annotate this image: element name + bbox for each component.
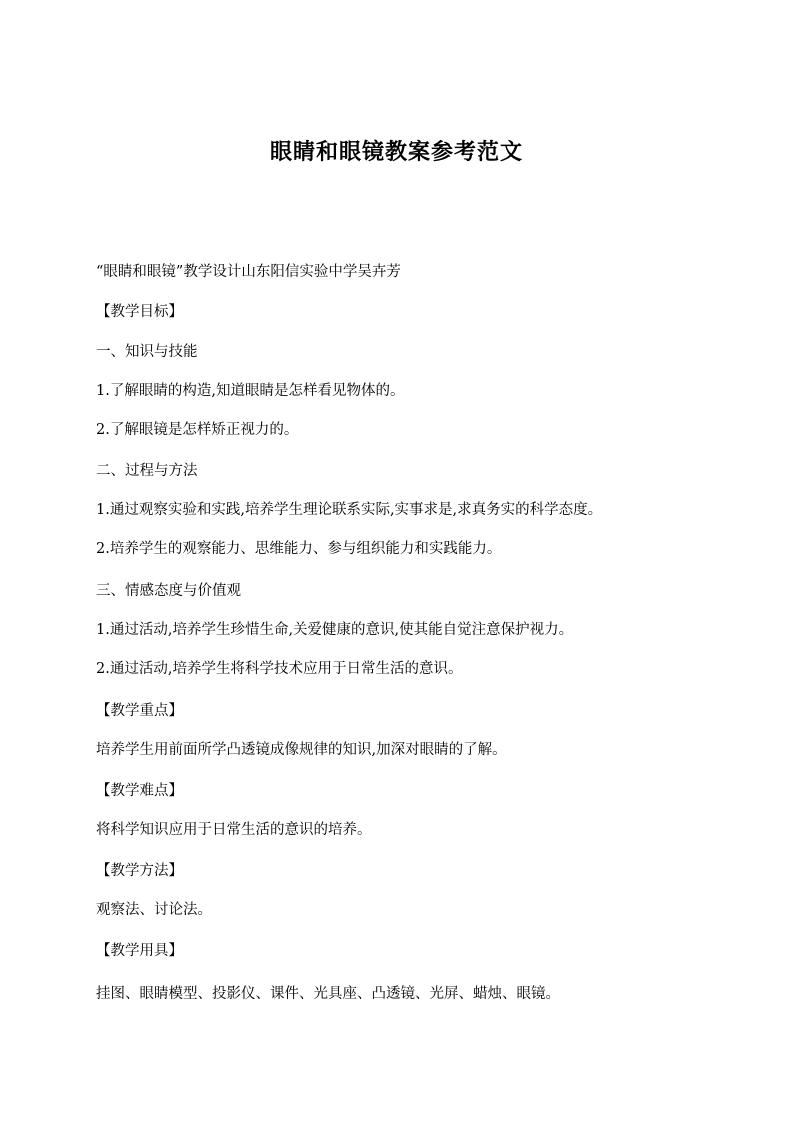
objective-item: 2.了解眼镜是怎样矫正视力的。 [96, 422, 299, 438]
objective-item: 2.培养学生的观察能力、思维能力、参与组织能力和实践能力。 [96, 541, 502, 557]
paragraph: 培养学生用前面所学凸透镜成像规律的知识,加深对眼睛的了解。 [96, 742, 507, 758]
subheading-knowledge-skills: 一、知识与技能 [96, 344, 198, 360]
paragraph: 挂图、眼睛模型、投影仪、课件、光具座、凸透镜、光屏、蜡烛、眼镜。 [96, 986, 560, 1002]
section-heading-methods: 【教学方法】 [96, 863, 183, 879]
subheading-process-methods: 二、过程与方法 [96, 463, 198, 479]
paragraph: 将科学知识应用于日常生活的意识的培养。 [96, 822, 372, 838]
section-heading-tools: 【教学用具】 [96, 943, 183, 959]
section-heading-key-points: 【教学重点】 [96, 703, 183, 719]
document-title: 眼睛和眼镜教案参考范文 [269, 140, 523, 165]
objective-item: 1.通过观察实验和实践,培养学生理论联系实际,实事求是,求真务实的科学态度。 [96, 502, 603, 518]
paragraph: 观察法、讨论法。 [96, 902, 212, 918]
objective-item: 1.通过活动,培养学生珍惜生命,关爱健康的意识,使其能自觉注意保护视力。 [96, 622, 574, 638]
author-line: “眼睛和眼镜”教学设计山东阳信实验中学吴卉芳 [96, 264, 401, 280]
objective-item: 1.了解眼睛的构造,知道眼睛是怎样看见物体的。 [96, 383, 405, 399]
objective-item: 2.通过活动,培养学生将科学技术应用于日常生活的意识。 [96, 661, 463, 677]
section-heading-objectives: 【教学目标】 [96, 304, 183, 320]
section-heading-difficulties: 【教学难点】 [96, 783, 183, 799]
subheading-attitudes-values: 三、情感态度与价值观 [96, 583, 241, 599]
